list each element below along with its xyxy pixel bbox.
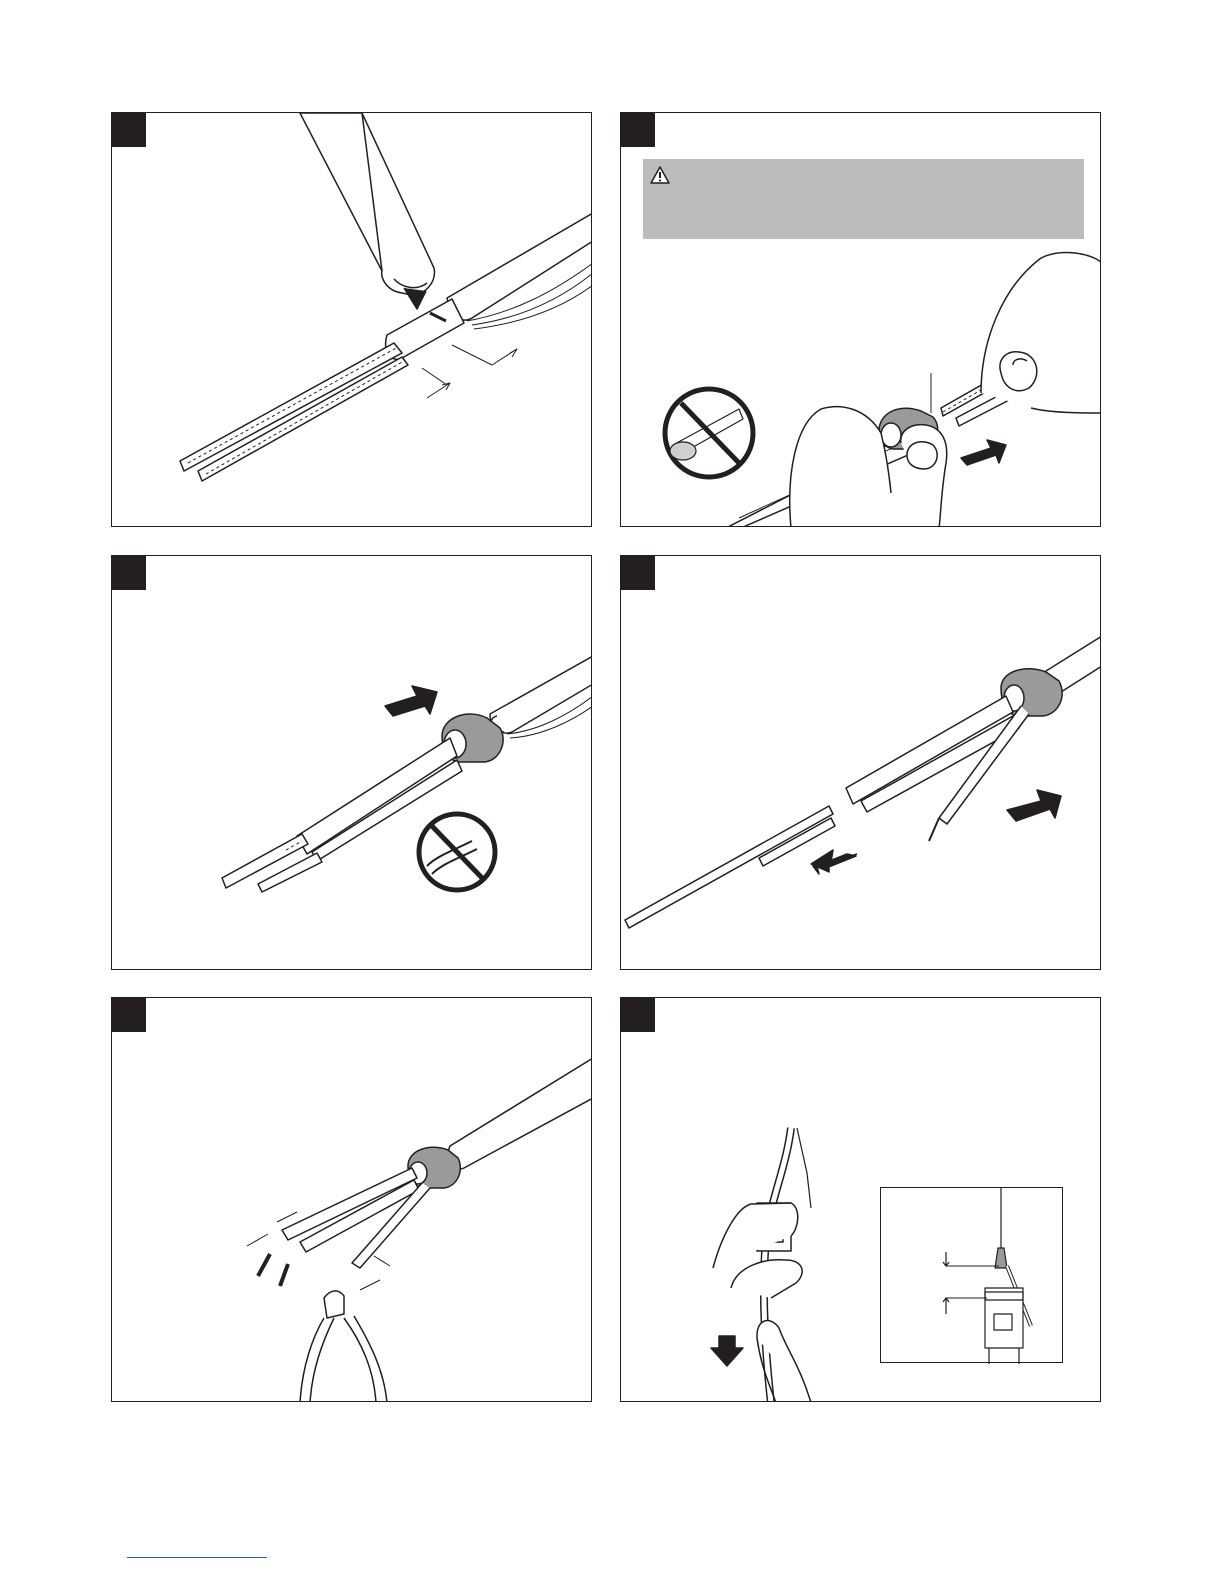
- step-panel-5: [111, 997, 592, 1402]
- step-number-4: [621, 556, 655, 590]
- prohibited-icon: [419, 814, 495, 890]
- push-arrow-icon: [385, 686, 437, 716]
- push-arrow-icon: [961, 440, 1006, 465]
- step-panel-1: [111, 112, 592, 527]
- prohibited-icon: [665, 389, 753, 477]
- step-number-1: [112, 113, 146, 147]
- conductor-separation-illustration: [621, 556, 1101, 970]
- step-panel-3: [111, 555, 592, 970]
- sleeve-slide-illustration: [112, 556, 592, 970]
- step-panel-2: [620, 112, 1101, 527]
- pull-arrow-icon: [711, 1336, 743, 1366]
- step-number-2: [621, 113, 655, 147]
- warning-triangle-icon: [649, 165, 671, 185]
- step-panel-4: [620, 555, 1101, 970]
- step-panel-6: [620, 997, 1101, 1402]
- trimming-conductors-illustration: [112, 998, 592, 1402]
- measurement-detail-illustration: [881, 1188, 1064, 1364]
- warning-box: [643, 159, 1084, 239]
- footer-link-underline: [127, 1557, 267, 1558]
- push-arrow-icon: [1007, 790, 1061, 821]
- detail-inset: [880, 1187, 1063, 1363]
- step-number-3: [112, 556, 146, 590]
- marking-cable-illustration: [112, 113, 592, 527]
- step-number-6: [621, 998, 655, 1032]
- step-number-5: [112, 998, 146, 1032]
